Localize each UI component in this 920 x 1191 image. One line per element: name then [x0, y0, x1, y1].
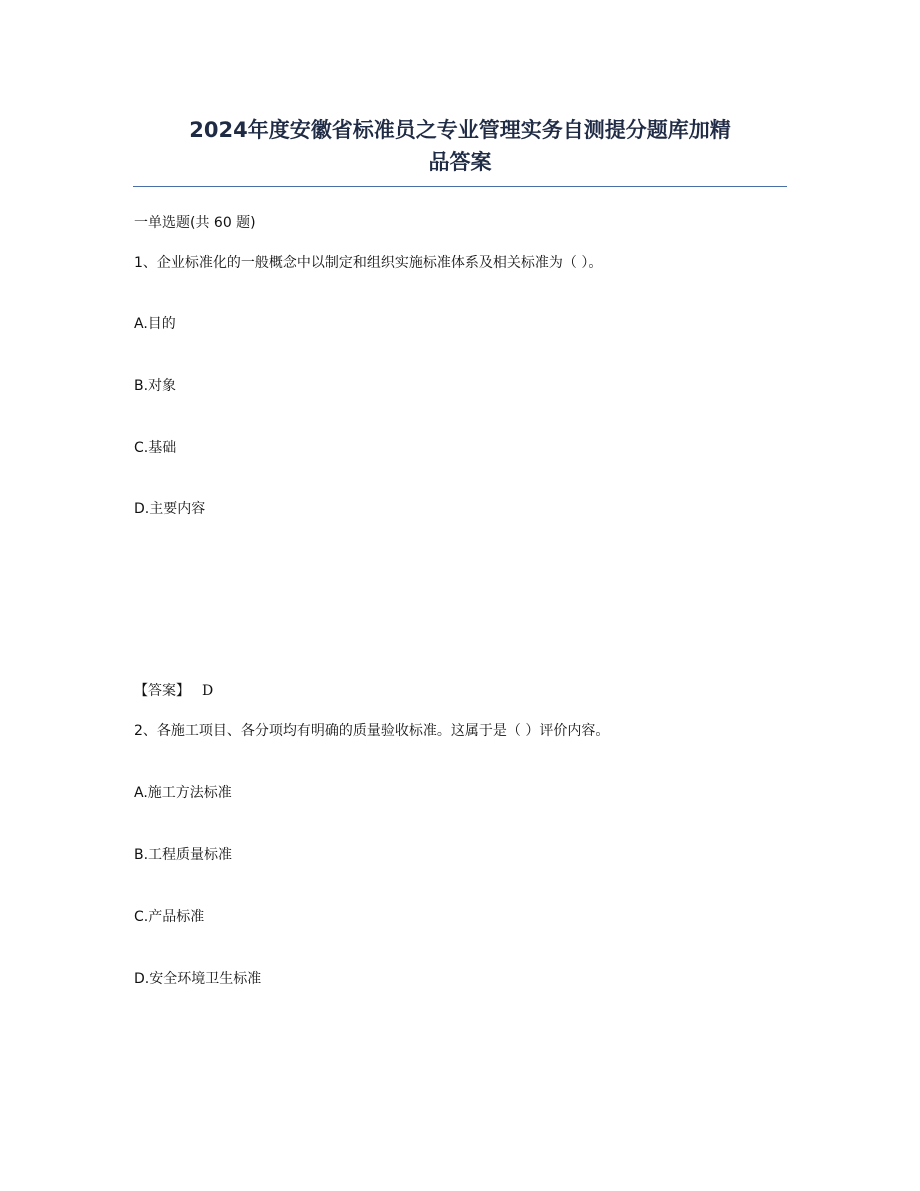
question-1-option-a: A.目的 [134, 316, 176, 332]
question-1-answer [134, 681, 213, 701]
question-2-option-d: D.安全环境卫生标准 [134, 971, 262, 987]
question-1-option-c: C.基础 [134, 440, 177, 456]
answer-tag: 【答案】 [134, 683, 190, 699]
question-2-stem: 2、各施工项目、各分项均有明确的质量验收标准。这属于是（ ）评价内容。 [134, 723, 610, 739]
document-title [133, 114, 787, 178]
document-title-line-2: 品答案 [428, 150, 492, 174]
title-divider [133, 186, 787, 187]
section-label: 一单选题(共 60 题) [134, 215, 256, 231]
question-2-option-b: B.工程质量标准 [134, 847, 233, 863]
question-2-option-c: C.产品标准 [134, 909, 205, 925]
question-2-option-a: A.施工方法标准 [134, 785, 232, 801]
question-1-stem: 1、企业标准化的一般概念中以制定和组织实施标准体系及相关标准为（ ）。 [134, 255, 603, 271]
document-title-line-1: 2024年度安徽省标准员之专业管理实务自测提分题库加精 [189, 118, 731, 142]
question-1-option-d: D.主要内容 [134, 501, 206, 517]
answer-value: D [202, 683, 214, 699]
question-1-option-b: B.对象 [134, 378, 177, 394]
